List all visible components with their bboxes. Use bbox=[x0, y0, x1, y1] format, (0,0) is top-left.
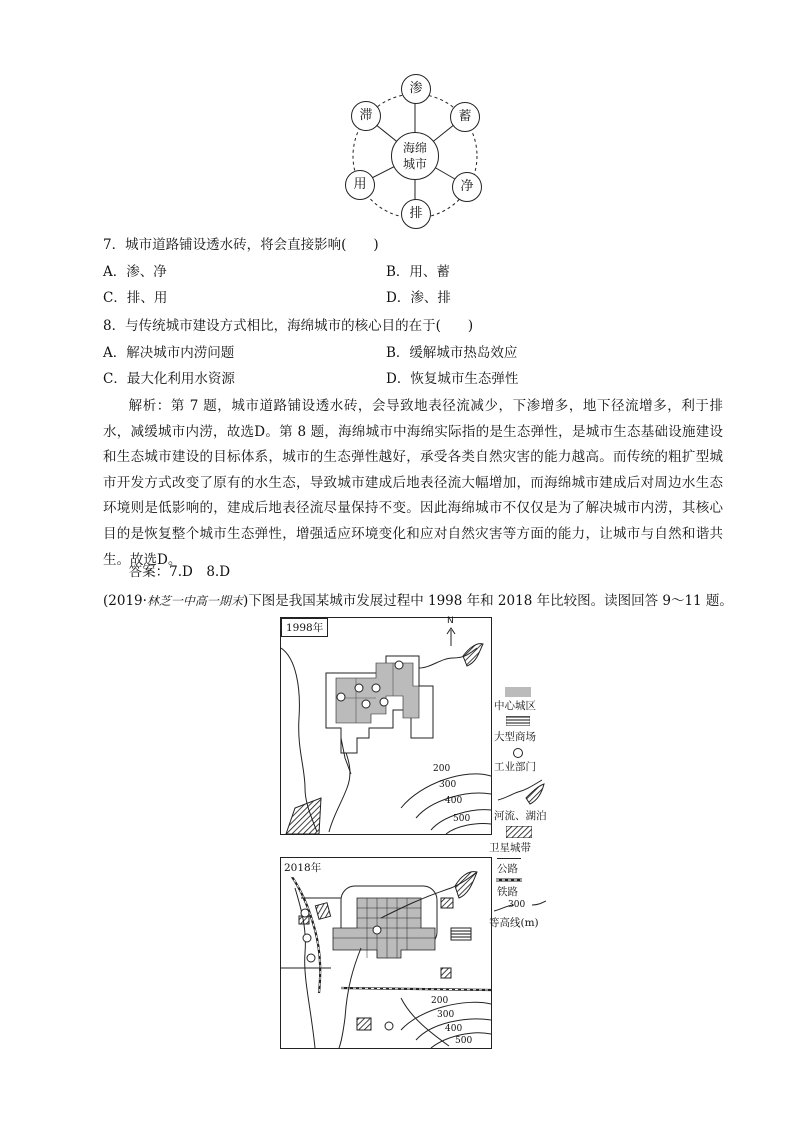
legend-center-area-swatch bbox=[505, 687, 531, 697]
node-store: 蓄 bbox=[450, 102, 480, 132]
analysis-paragraph: 解析：第 7 题，城市道路铺设透水砖，会导致地表径流减少，下渗增多，地下径流增多，利于排水，减缓城市内涝，故选D。第 8 题，海绵城市中海绵实际指的是生态弹性，是城市生态基础设施建设和生态城市建设的目标体系，城市的生态弹性越好，承受各类自然灾害的能力越高。而传统的粗扩型城市开发方式改变了原有的水生态，导致城市建成后地表径流大幅增加，而海绵城市建成后对周边水生态环境则是低影响的，建成后地表径流尽量保持不变。因此海绵城市不仅仅是为了解决城市内涝，其核心目的是恢复整个城市生态弹性，增强适应环境变化和应对自然灾害等方面的能力，让城市与自然和谐共生。故选D。 bbox=[103, 398, 723, 568]
legend-mall-label: 大型商场 bbox=[494, 731, 536, 743]
legend-contour-label: 等高线(m) bbox=[489, 917, 539, 929]
legend-river-icon bbox=[496, 778, 546, 806]
q7-option-a: A．渗、净 bbox=[103, 264, 167, 280]
map-2018-contour-500: 500 bbox=[455, 1036, 473, 1046]
node-seep: 渗 bbox=[401, 74, 431, 104]
map-2018 bbox=[280, 857, 492, 1049]
legend-industry-icon bbox=[512, 747, 524, 759]
q7-stem: 7．城市道路铺设透水砖，将会直接影响( ) bbox=[103, 237, 379, 253]
legend-center-area-label: 中心城区 bbox=[494, 700, 536, 712]
map-1998-contour-200: 200 bbox=[433, 764, 451, 774]
map-2018-contour-200: 200 bbox=[431, 996, 449, 1006]
center-label-line1: 海绵 bbox=[402, 141, 427, 155]
center-label-line2: 城市 bbox=[402, 157, 427, 171]
map-1998-contour-400: 400 bbox=[445, 796, 463, 806]
q8-stem: 8．与传统城市建设方式相比，海绵城市的核心目的在于( ) bbox=[103, 318, 474, 334]
diagram-center-node bbox=[391, 132, 439, 180]
legend-road-label: 公路 bbox=[497, 863, 518, 875]
q8-option-d: D．恢复城市生态弹性 bbox=[386, 371, 519, 387]
legend-satellite-label: 卫星城带 bbox=[489, 842, 531, 854]
map-2018-contour-300: 300 bbox=[437, 1010, 455, 1020]
intro-line bbox=[103, 589, 733, 609]
map-2018-title: 2018年 bbox=[281, 858, 324, 877]
answer-line: 答案：7.D 8.D bbox=[128, 564, 231, 580]
map-2018-drawing bbox=[281, 858, 491, 1048]
intro-source: 林芝一中高一期末 bbox=[146, 594, 243, 608]
legend-contour-value: 300 bbox=[508, 900, 526, 910]
node-use: 用 bbox=[345, 170, 375, 200]
node-drain: 排 bbox=[401, 199, 431, 229]
legend-satellite-swatch bbox=[506, 826, 532, 838]
map-1998-title: 1998年 bbox=[281, 618, 328, 637]
intro-text: )下图是我国某城市发展过程中 1998 年和 2018 年比较图。读图回答 9～11 题。 bbox=[242, 593, 733, 609]
map-1998 bbox=[280, 617, 492, 835]
legend-railway-line bbox=[496, 877, 522, 883]
q7-option-d: D．渗、排 bbox=[386, 290, 451, 306]
legend-industry-label: 工业部门 bbox=[494, 761, 536, 773]
map-1998-contour-300: 300 bbox=[439, 780, 457, 790]
legend-river-label: 河流、湖泊 bbox=[494, 810, 547, 822]
q8-option-a: A．解决城市内涝问题 bbox=[103, 345, 235, 361]
q7-option-b: B．用、蓄 bbox=[386, 264, 450, 280]
q8-option-b: B．缓解城市热岛效应 bbox=[386, 345, 518, 361]
node-detain: 滞 bbox=[351, 101, 381, 131]
map-1998-contour-500: 500 bbox=[453, 814, 471, 824]
legend-road-line bbox=[497, 858, 521, 859]
map-1998-north-label: N bbox=[447, 616, 454, 626]
node-purify: 净 bbox=[452, 172, 482, 202]
q8-option-c: C．最大化利用水资源 bbox=[103, 371, 235, 387]
map-2018-contour-400: 400 bbox=[445, 1024, 463, 1034]
legend-railway-label: 铁路 bbox=[497, 886, 518, 898]
intro-prefix: (2019· bbox=[103, 593, 147, 609]
legend-mall-swatch bbox=[506, 716, 530, 726]
q7-option-c: C．排、用 bbox=[103, 290, 168, 306]
